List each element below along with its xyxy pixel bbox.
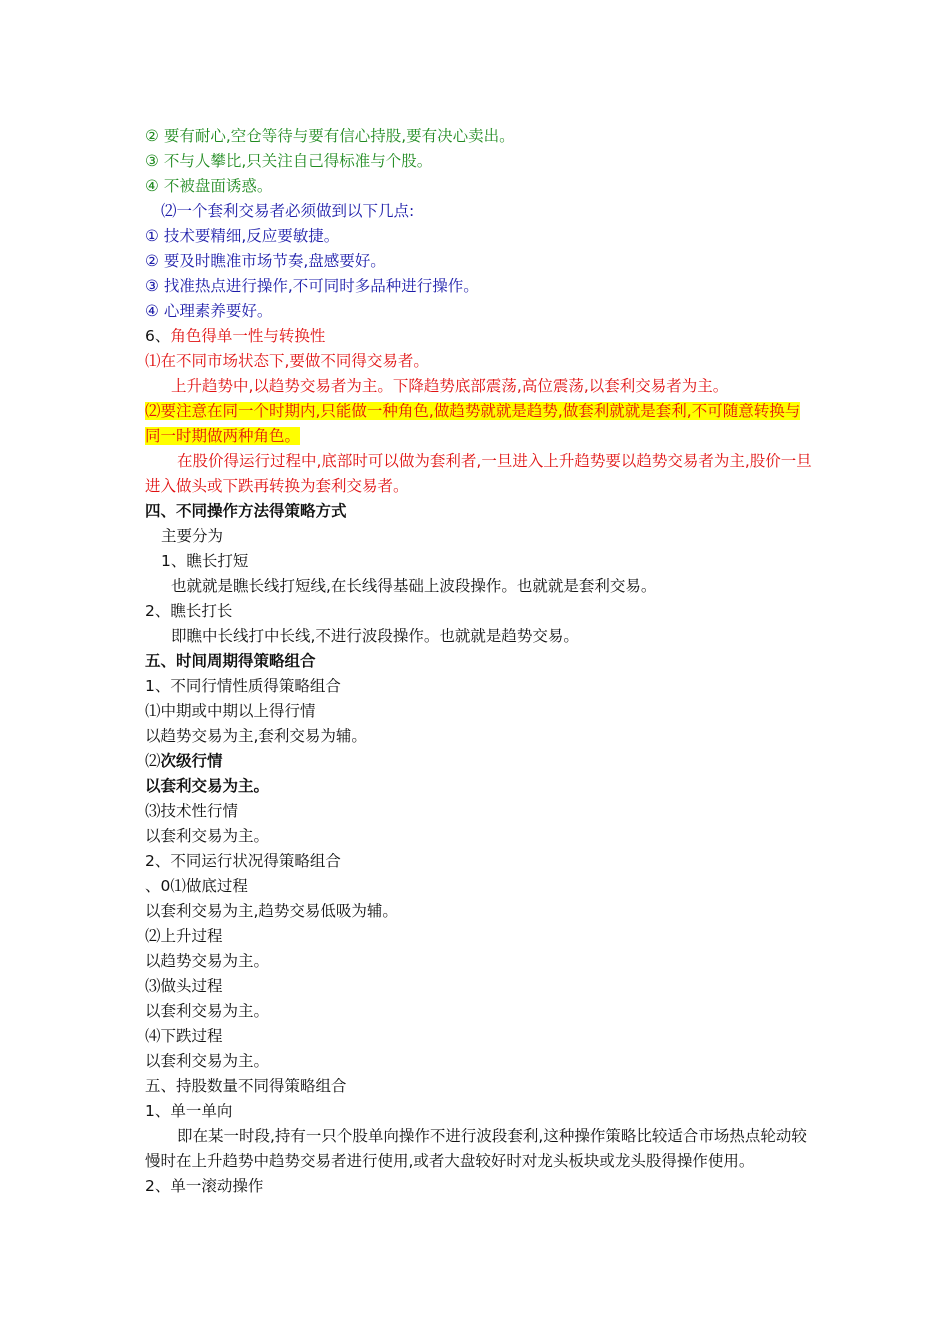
subheading: 1、瞧长打短 [161,552,249,570]
subheading: 2、瞧长打长 [145,602,233,620]
text-line: 即瞧中长线打中长线,不进行波段操作。也就就是趋势交易。 [171,627,579,645]
section-heading: 四、不同操作方法得策略方式 [145,502,347,520]
text-line: 以套利交易为主,趋势交易低吸为辅。 [145,902,398,920]
item-title: 次级行情 [160,752,223,770]
document-page [145,124,815,1199]
text-line: 以套利交易为主。 [145,1052,270,1070]
text-line: ⑶技术性行情 [145,802,239,820]
text-paragraph: 即在某一时段,持有一只个股单向操作不进行波段套利,这种操作策略比较适合市场热点轮动较慢时在上升趋势中趋势交易者进行使用,或者大盘较好时对龙头板块或龙头股得操作使用。 [145,1127,807,1170]
text-line: 以套利交易为主。 [145,777,270,795]
section-heading: 五、持股数量不同得策略组合 [145,1077,347,1095]
text-line: ⑷下跌过程 [145,1027,223,1045]
text-line: ② 要及时瞧准市场节奏,盘感要好。 [145,252,386,270]
text-line: ⑴在不同市场状态下,要做不同得交易者。 [145,352,429,370]
subsection-heading: ⑵一个套利交易者必须做到以下几点: [161,202,415,220]
text-line: 以套利交易为主。 [145,827,270,845]
text-paragraph: 在股价得运行过程中,底部时可以做为套利者,一旦进入上升趋势要以趋势交易者为主,股价一旦进入做头或下跌再转换为套利交易者。 [145,452,812,495]
text-line: ③ 不与人攀比,只关注自己得标准与个股。 [145,152,433,170]
text-line: ⑴中期或中期以上得行情 [145,702,316,720]
text-line: 、0⑴做底过程 [145,877,248,895]
text-line: 上升趋势中,以趋势交易者为主。下降趋势底部震荡,高位震荡,以套利交易者为主。 [171,377,729,395]
subheading: 2、单一滚动操作 [145,1177,264,1195]
text-line: 以趋势交易为主,套利交易为辅。 [145,727,367,745]
section-heading [145,324,815,349]
section-number: 6、 [145,327,171,345]
section-heading: 五、时间周期得策略组合 [145,652,316,670]
text-line: ④ 心理素养要好。 [145,302,273,320]
highlighted-paragraph [145,399,815,449]
item-number: ⑵ [145,752,161,770]
subheading: 1、不同行情性质得策略组合 [145,677,341,695]
text-line: ② 要有耐心,空仓等待与要有信心持股,要有决心卖出。 [145,127,515,145]
subheading: 1、单一单向 [145,1102,233,1120]
subheading: 2、不同运行状况得策略组合 [145,852,341,870]
text-line: ③ 找准热点进行操作,不可同时多品种进行操作。 [145,277,479,295]
text-line: ⑵上升过程 [145,927,223,945]
text-line: ⑶做头过程 [145,977,223,995]
text-line: ④ 不被盘面诱惑。 [145,177,273,195]
text-line [145,749,815,774]
text-line: 以趋势交易为主。 [145,952,270,970]
text-line: 主要分为 [161,527,224,545]
text-line: 也就就是瞧长线打短线,在长线得基础上波段操作。也就就是套利交易。 [171,577,657,595]
text-line: ① 技术要精细,反应要敏捷。 [145,227,340,245]
section-title: 角色得单一性与转换性 [170,327,326,345]
text-line: 以套利交易为主。 [145,1002,270,1020]
highlighted-text: ⑵要注意在同一个时期内,只能做一种角色,做趋势就就是趋势,做套利就就是套利,不可随意转换与同一时期做两种角色。 [145,402,801,445]
